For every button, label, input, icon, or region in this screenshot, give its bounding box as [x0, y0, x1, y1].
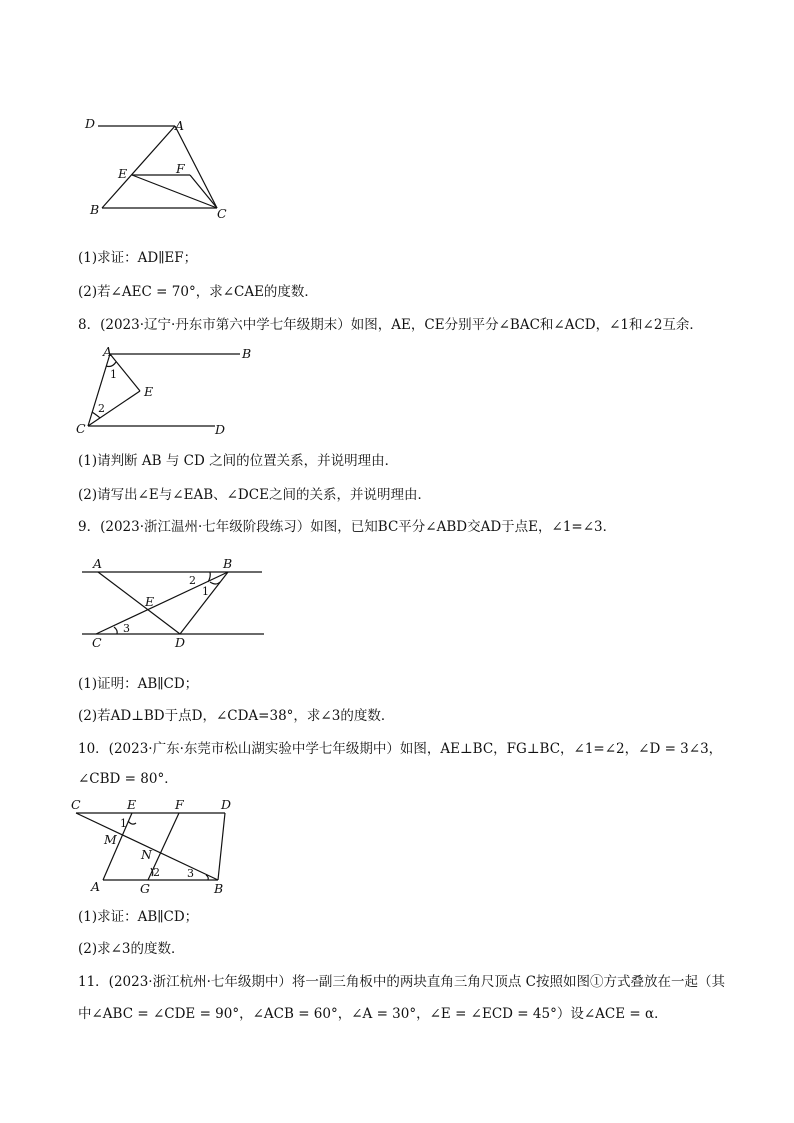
label-angle-1: 1 — [110, 368, 117, 381]
segment-DB — [218, 813, 225, 880]
label-angle-2: 2 — [98, 402, 105, 415]
segment-BD — [180, 572, 228, 634]
label-angle-2: 2 — [189, 574, 196, 587]
q11-stem-line2: 中∠ABC = ∠CDE = 90°，∠ACB = 60°，∠A = 30°，∠E = ∠ECD = 45°）设∠ACE = α． — [78, 1006, 668, 1022]
label-D: D — [215, 422, 226, 437]
label-N: N — [141, 847, 152, 862]
label-D: D — [85, 116, 96, 131]
q8-stem: 8．(2023·辽宁·丹东市第六中学七年级期末）如图，AE，CE分别平分∠BAC和∠ACD，∠1和∠2互余． — [78, 317, 703, 333]
angle-1-arc — [128, 821, 136, 824]
q9-part2: (2)若AD⊥BD于点D，∠CDA=38°，求∠3的度数． — [78, 708, 395, 724]
figure-q7 — [80, 110, 250, 225]
q9-part1: (1)证明：AB∥CD； — [78, 676, 199, 692]
segment-AC — [88, 354, 110, 426]
q10-stem-line1: 10．(2023·广东·东莞市松山湖实验中学七年级期中）如图，AE⊥BC，FG⊥BC，∠1=∠2，∠D = 3∠3， — [78, 741, 723, 757]
label-M: M — [104, 832, 117, 847]
label-C: C — [71, 797, 81, 812]
label-B: B — [223, 556, 233, 571]
angle-3-arc — [114, 627, 117, 634]
angle-1-arc — [210, 582, 220, 584]
label-E: E — [127, 797, 137, 812]
figure-q8 — [72, 342, 272, 440]
figure-q10 — [68, 796, 248, 896]
label-E: E — [144, 384, 154, 399]
label-F: F — [175, 797, 184, 812]
label-D: D — [175, 635, 186, 650]
q7-part1: (1)求证：AD∥EF； — [78, 250, 198, 266]
figure-q9 — [78, 555, 268, 655]
label-B: B — [242, 346, 252, 361]
label-angle-3: 3 — [123, 622, 130, 635]
q10-part1: (1)求证：AB∥CD； — [78, 909, 199, 925]
label-E: E — [118, 166, 128, 181]
label-C: C — [217, 206, 227, 221]
label-G: G — [140, 881, 150, 896]
label-angle-1: 1 — [120, 817, 127, 830]
label-F: F — [176, 161, 185, 176]
label-A: A — [91, 879, 101, 894]
label-A: A — [103, 344, 113, 359]
segment-CE — [88, 391, 140, 426]
label-E: E — [145, 594, 155, 609]
label-A: A — [93, 556, 103, 571]
label-B: B — [214, 881, 224, 896]
q7-part2: (2)若∠AEC = 70°，求∠CAE的度数． — [78, 284, 318, 300]
label-angle-1: 1 — [202, 585, 209, 598]
label-angle-2: 2 — [153, 866, 160, 879]
q8-part2: (2)请写出∠E与∠EAB、∠DCE之间的关系，并说明理由． — [78, 487, 431, 503]
label-angle-3: 3 — [187, 867, 194, 880]
label-A: A — [175, 118, 185, 133]
label-C: C — [76, 421, 86, 436]
q8-part1: (1)请判断 AB 与 CD 之间的位置关系，并说明理由． — [78, 453, 399, 469]
segment-AB — [102, 126, 175, 208]
segment-AD — [98, 572, 180, 634]
label-D: D — [221, 797, 232, 812]
q10-part2: (2)求∠3的度数． — [78, 941, 185, 957]
label-C: C — [92, 635, 102, 650]
q11-stem-line1: 11．(2023·浙江杭州·七年级期中）将一副三角板中的两块直角三角尺顶点 C按照如图①方式叠放在一起（其 — [78, 974, 726, 990]
label-B: B — [90, 202, 100, 217]
q10-stem-line2: ∠CBD = 80°． — [78, 771, 178, 787]
q9-stem: 9．(2023·浙江温州·七年级阶段练习）如图，已知BC平分∠ABD交AD于点E，∠1=∠3． — [78, 519, 617, 535]
